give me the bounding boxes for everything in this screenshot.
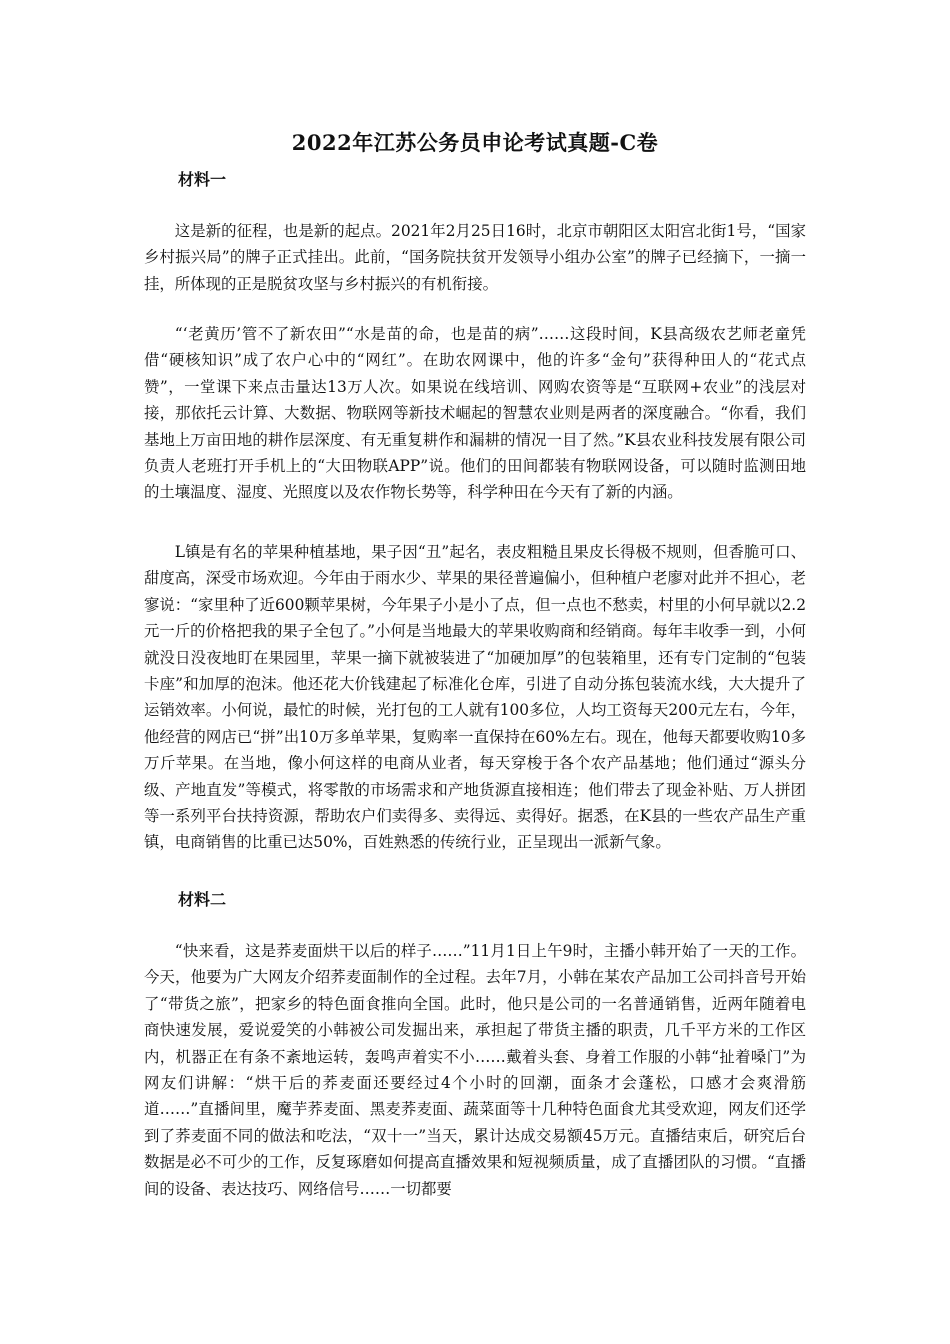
paragraph: 这是新的征程，也是新的起点。2021年2月25日16时，北京市朝阳区太阳宫北街1号，“国家乡村振兴局”的牌子正式挂出。此前，“国务院扶贫开发领导小组办公室”的牌子已经摘下，一摘一挂，所体现的正是脱贫攻坚与乡村振兴的有机衔接。 (144, 222, 806, 293)
paragraph: “‘老黄历’管不了新农田”“水是苗的命，也是苗的病”……这段时间，K县高级农艺师老童凭借“硬核知识”成了农户心中的“网红”。在助农网课中，他的许多“金句”获得种田人的“花式点赞”，一堂课下来点击量达13万人次。如果说在线培训、网购农资等是“互联网+农业”的浅层对接，那依托云计算、大数据、物联网等新技术崛起的智慧农业则是两者的深度融合。“你看，我们基地上万亩田地的耕作层深度、有无重复耕作和漏耕的情况一目了然。”K县农业科技发展有限公司负责人老班打开手机上的“大田物联APP”说。他们的田间都装有物联网设备，可以随时监测田地的土壤温度、湿度、光照度以及农作物长势等，科学种田在今天有了新的内涵。 (144, 325, 806, 502)
paragraph: “快来看，这是荞麦面烘干以后的样子……”11月1日上午9时，主播小韩开始了一天的工作。今天，他要为广大网友介绍荞麦面制作的全过程。去年7月，小韩在某农产品加工公司抖音号开始了“带货之旅”，把家乡的特色面食推向全国。此时，他只是公司的一名普通销售，近两年随着电商快速发展，爱说爱笑的小韩被公司发掘出来，承担起了带货主播的职责，几千平方米的工作区内，机器正在有条不紊地运转，轰鸣声着实不小……戴着头套、身着工作服的小韩“扯着嗓门”为网友们讲解：“烘干后的荞麦面还要经过4个小时的回潮，面条才会蓬松，口感才会爽滑筋道……”直播间里，魔芋荞麦面、黑麦荞麦面、蔬菜面等十几种特色面食尤其受欢迎，网友们还学到了荞麦面不同的做法和吃法，“双十一”当天，累计达成交易额45万元。直播结束后，研究后台数据是必不可少的工作，反复琢磨如何提高直播效果和短视频质量，成了直播团队的习惯。“直播间的设备、表达技巧、网络信号……一切都要 (144, 942, 806, 1198)
document-title: 2022年江苏公务员申论考试真题-C卷 (291, 130, 659, 155)
section-heading-material-2: 材料二 (178, 890, 227, 909)
paragraph: L镇是有名的苹果种植基地，果子因“丑”起名，表皮粗糙且果皮长得极不规则，但香脆可口、甜度高，深受市场欢迎。今年由于雨水少、苹果的果径普遍偏小，但种植户老廖对此并不担心，老寥说：“家里种了近600颗苹果树，今年果子小是小了点，但一点也不愁卖，村里的小何早就以2.2元一斤的价格把我的果子全包了。”小何是当地最大的苹果收购商和经销商。每年丰收季一到，小何就没日没夜地盯在果园里，苹果一摘下就被装进了“加硬加厚”的包装箱里，还有专门定制的“包装卡座”和加厚的泡沫。他还花大价钱建起了标准化仓库，引进了自动分拣包装流水线，大大提升了运销效率。小何说，最忙的时候，光打包的工人就有100多位，人均工资每天200元左右，今年，他经营的网店已“拼”出10万多单苹果，复购率一直保持在60%左右。现在，他每天都要收购10多万斤苹果。在当地，像小何这样的电商从业者，每天穿梭于各个农产品基地；他们通过“源头分级、产地直发”等模式，将零散的市场需求和产地货源直接相连；他们带去了现金补贴、万人拼团等一系列平台扶持资源，帮助农户们卖得多、卖得远、卖得好。据悉，在K县的一些农产品生产重镇，电商销售的比重已达50%，百姓熟悉的传统行业，正呈现出一派新气象。 (144, 543, 806, 852)
section-heading-material-1: 材料一 (178, 170, 227, 189)
